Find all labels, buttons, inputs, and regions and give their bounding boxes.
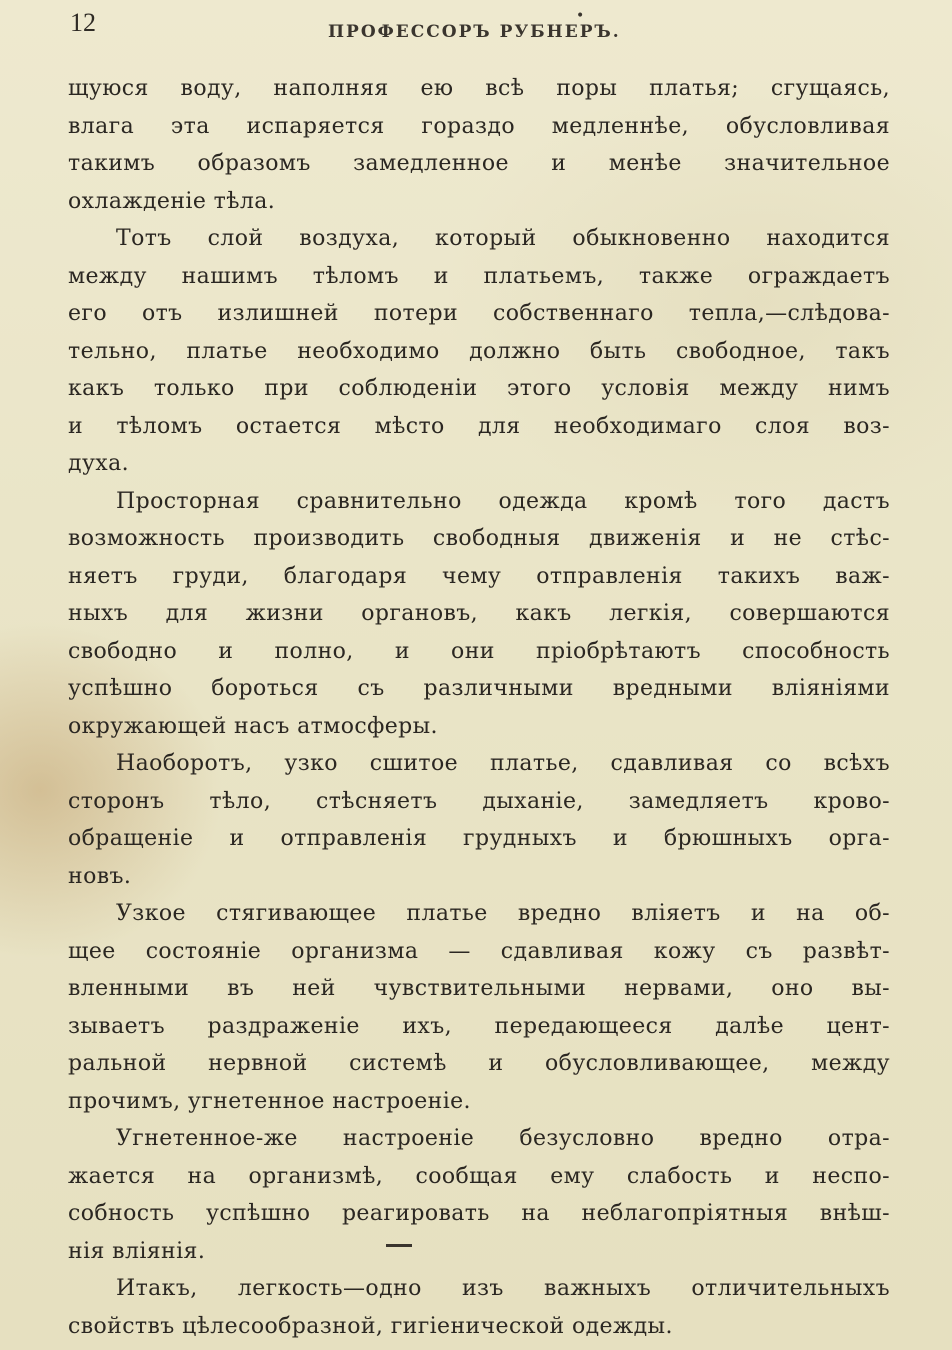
text-line: влага эта испаряется гораздо медленнѣе, обусловливая [68,113,890,139]
text-line: свободно и полно, и они пріобрѣтаютъ способность [68,638,890,664]
text-line: щее состояніе организма — сдавливая кожу съ развѣт- [68,938,890,964]
page-body [68,70,890,1345]
text-line: сторонъ тѣло, стѣсняетъ дыханіе, замедляетъ крово- [68,788,890,814]
text-line: ральной нервной системѣ и обусловливающее, между [68,1051,890,1076]
text-line: Просторная сравнительно одежда кромѣ того дастъ [116,488,890,514]
text-line: собность успѣшно реагировать на неблагопріятныя внѣш- [68,1201,890,1226]
text-line: между нашимъ тѣломъ и платьемъ, также ограждаетъ [68,263,890,289]
text-line: Наоборотъ, узко сшитое платье, сдавливая со всѣхъ [116,751,890,776]
text-line: обращеніе и отправленія грудныхъ и брюшныхъ орга- [68,826,890,851]
text-line: Тотъ слой воздуха, который обыкновенно находится [116,226,890,251]
text-line: няетъ груди, благодаря чему отправленія такихъ важ- [68,563,890,589]
page-header [70,8,890,44]
paragraph [68,745,890,895]
text-line: ныхъ для жизни органовъ, какъ легкія, совершаются [68,601,890,626]
text-line: щуюся воду, наполняя ею всѣ поры платья; сгущаясь, [68,76,890,101]
text-line: такимъ образомъ замедленное и менѣе значительное [68,151,890,176]
text-line: свойствъ цѣлесообразной, гигіенической одежды. [68,1313,673,1339]
text-line: новъ. [68,863,132,889]
text-line: охлажденіе тѣла. [68,188,276,214]
text-line: его отъ излишней потери собственнаго тепла,—слѣдова- [68,301,890,326]
text-line: окружающей насъ атмосферы. [68,713,438,739]
running-title: ПРОФЕССОРЪ РУБНЕРЪ. [328,22,621,42]
text-line: успѣшно бороться съ различными вредными вліяніями [68,676,890,701]
text-line: нія вліянія. [68,1238,206,1264]
page-number: 12 [70,8,96,37]
text-line: Угнетенное-же настроеніе безусловно вредно отра- [116,1126,890,1151]
paragraph [68,483,890,746]
text-line: жается на организмѣ, сообщая ему слабость и неспо- [68,1163,890,1189]
paragraph [68,70,890,220]
header-dot: • [576,8,585,24]
text-line: прочимъ, угнетенное настроеніе. [68,1088,471,1114]
text-line: Узкое стягивающее платье вредно вліяетъ и на об- [116,901,890,926]
text-line: и тѣломъ остается мѣсто для необходимаго слоя воз- [68,413,890,439]
text-line: зываетъ раздраженіе ихъ, передающееся далѣе цент- [68,1013,890,1039]
text-line: возможность производить свободныя движенія и не стѣс- [68,526,890,551]
paragraph [68,895,890,1120]
text-line: вленными въ ней чувствительными нервами, оно вы- [68,976,890,1001]
paragraph [68,220,890,483]
paragraph [68,1120,890,1270]
text-line: духа. [68,451,130,476]
text-line: тельно, платье необходимо должно быть свободное, такъ [68,338,890,364]
text-line: Итакъ, легкость—одно изъ важныхъ отличительныхъ [116,1276,890,1301]
print-mark [386,1244,412,1247]
text-line: какъ только при соблюденіи этого условія между нимъ [68,376,890,401]
paragraph [68,1270,890,1345]
